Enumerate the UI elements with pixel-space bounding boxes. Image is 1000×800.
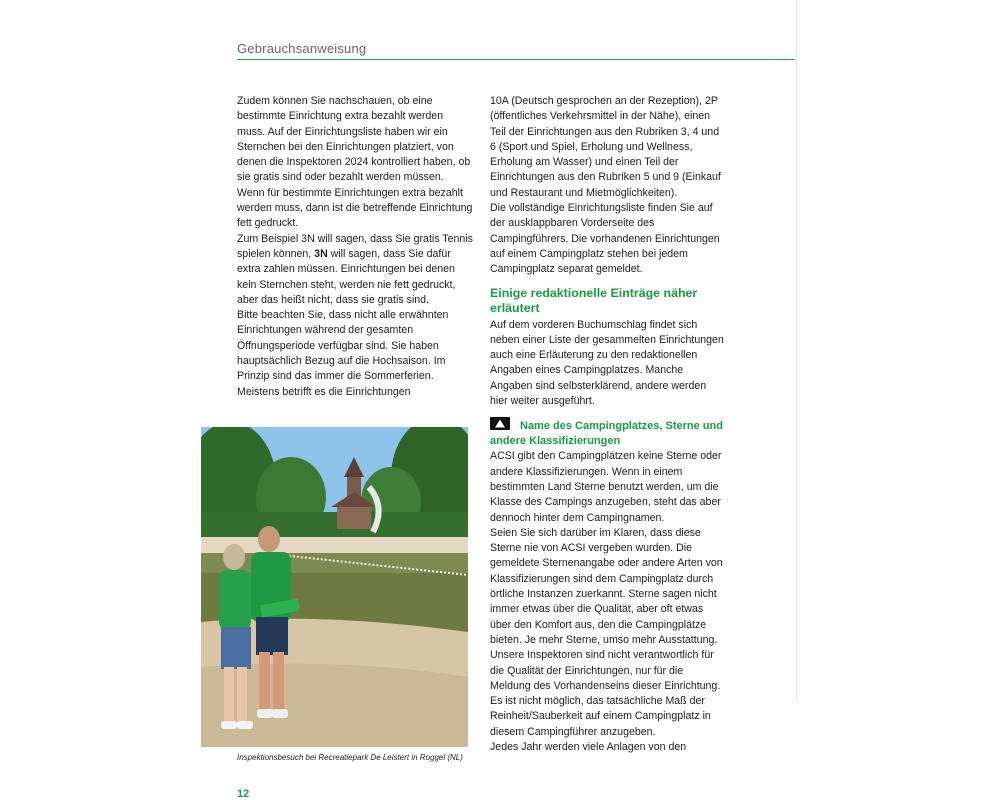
subsection-heading xyxy=(490,417,726,449)
paragraph: Auf dem vorderen Buchumschlag findet sich neben einer Liste der gesammelten Einrichtungen auch eine Erläuterung zu den redaktionellen Angaben eines Campingplatzes. Manche Angaben sind selbsterklärend, andere werden hier weiter ausgeführt. xyxy=(490,318,724,408)
page-edge-line xyxy=(796,0,797,700)
paragraph: Zudem können Sie nachschauen, ob eine bestimmte Einrichtung extra bezahlt werden muss. Auf der Einrichtungsliste haben wir ein Sternchen bei den Einrichtungen platziert, von denen die Inspektoren 2024 kontrolliert haben, ob sie gratis sind oder bezahlt werden müssen. Wenn für bestimmte Einrichtungen extra bezahlt werden muss, dann ist die betreffende Einrichtung fett gedruckt. xyxy=(237,95,473,230)
page-number: 12 xyxy=(237,788,250,800)
paragraph: Seien Sie sich darüber im Klaren, dass diese Sterne nie von ACSI vergeben wurden. Die gemeldete Sternenangabe oder andere Arten von Klassifizierungen sind dem Campingplatz durch örtliche Instanzen zuerkannt. Sterne sagen nicht immer etwas über die Qualität, aber oft etwas über den Komfort aus, den die Campingplätze bieten. Je mehr Sterne, umso mehr Ausstattung. xyxy=(490,526,723,646)
header-rule xyxy=(237,59,795,60)
lake-inspection-photo xyxy=(201,427,468,747)
triangle-marker-icon xyxy=(490,417,510,430)
paragraph: Unsere Inspektoren sind nicht verantwortlich für die Qualität der Einrichtungen, nur für die Meldung des Vorhandenseins dieser Einrichtung. Es ist nicht möglich, das tatsächliche Maß der Reinheit/Sauberkeit auf einem Campingplatz in diesem Campingführer anzugeben. xyxy=(490,649,721,738)
paragraph: ACSI gibt den Campingplätzen keine Sterne oder andere Klassifizierungen. Wenn in einem bestimmten Land Sterne benutzt werden, um die Klasse des Campings anzugeben, steht das aber dennoch hinter dem Campingnamen. xyxy=(490,450,722,524)
paragraph xyxy=(237,232,473,308)
text-run: Zum Beispiel 3N will sagen, dass Sie gratis Tennis spielen können, xyxy=(237,232,473,260)
paragraph: 10A (Deutsch gesprochen an der Rezeption), 2P (öffentliches Verkehrsmittel in der Nähe), einen Teil der Einrichtungen aus den Rubriken 3, 4 und 6 (Sport und Spiel, Erholung und Wellness, Erholung am Wasser) und einen Teil der Einrichtungen aus den Rubriken 5 und 9 (Einkauf und Restaurant und Mietmöglichkeiten). xyxy=(490,95,721,199)
photo-caption: Inspektionsbesuch bei Recreatiepark De Leistert in Roggel (NL) xyxy=(237,753,463,762)
subsection-heading-text: Name des Campingplatzes, Sterne und andere Klassifizierungen xyxy=(490,420,723,448)
left-column xyxy=(237,94,473,400)
running-head: Gebrauchsanweisung xyxy=(237,41,367,56)
paragraph: Jedes Jahr werden viele Anlagen von den xyxy=(490,740,687,753)
paragraph: Bitte beachten Sie, dass nicht alle erwähnten Einrichtungen während der gesamten Öffnungsperiode verfügbar sind. Sie haben hauptsächlich Bezug auf die Hochsaison. Im Prinzip sind das immer die Sommerferien. Meistens betrifft es die Einrichtungen xyxy=(237,309,449,398)
section-heading: Einige redaktionelle Einträge näher erläutert xyxy=(490,285,698,315)
bold-text: 3N xyxy=(314,247,328,260)
right-column xyxy=(490,94,726,755)
text-run: will sagen, dass Sie dafür extra zahlen müssen. Einrichtungen bei denen kein Sternchen steht, werden nie fett gedruckt, aber das heißt nicht, dass sie gratis sind. xyxy=(237,247,456,306)
paragraph: Die vollständige Einrichtungsliste finden Sie auf der ausklappbaren Vorderseite des Campingführers. Die vorhandenen Einrichtungen auf einem Campingplatz stehen bei jedem Campingplatz separat gemeldet. xyxy=(490,202,720,276)
